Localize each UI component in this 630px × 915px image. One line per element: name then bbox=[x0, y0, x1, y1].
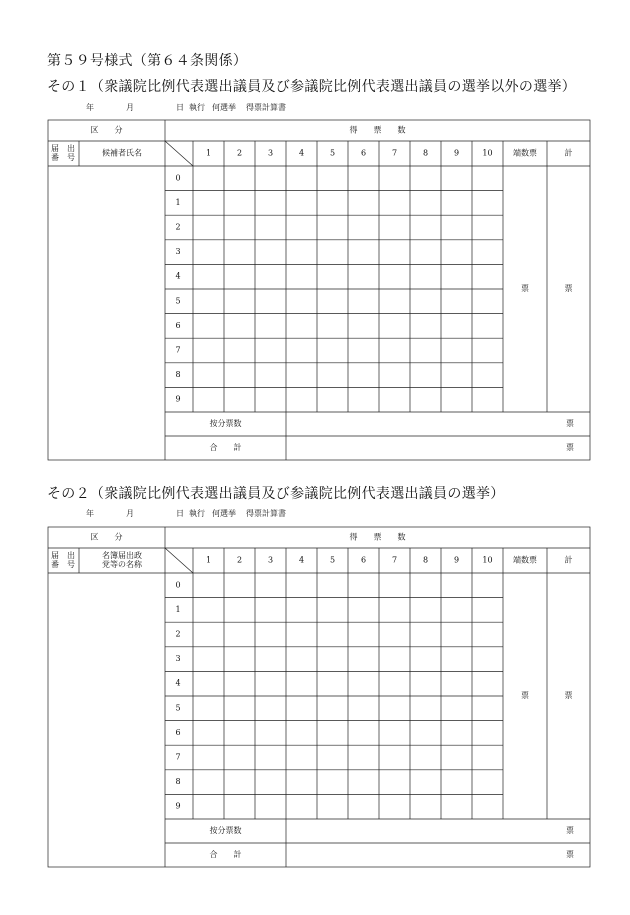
row-digit: 5 bbox=[175, 703, 181, 713]
gokei-label: 合 計 bbox=[209, 443, 242, 452]
name-column-label: 名簿届出政 bbox=[102, 551, 142, 560]
column-number: 10 bbox=[482, 555, 493, 565]
dateline-month: 月 bbox=[126, 103, 134, 112]
dateline-election: 何選挙 bbox=[212, 509, 236, 518]
row-digit: 4 bbox=[175, 271, 181, 281]
row-digit: 1 bbox=[175, 604, 181, 614]
dateline-day: 日 bbox=[176, 103, 184, 112]
section1-title: その１（衆議院比例代表選出議員及び参議院比例代表選出議員の選挙以外の選挙） bbox=[47, 79, 577, 95]
bango-label: 番 号 bbox=[51, 560, 75, 569]
column-number: 8 bbox=[422, 555, 429, 565]
row-digit: 8 bbox=[175, 777, 181, 787]
name-column-label: 党等の名称 bbox=[102, 560, 142, 569]
row-digit: 2 bbox=[175, 222, 181, 232]
row-digit: 7 bbox=[175, 345, 181, 355]
row-digit: 3 bbox=[175, 247, 181, 257]
column-number: 3 bbox=[267, 555, 274, 565]
column-number: 9 bbox=[453, 148, 460, 158]
column-number: 10 bbox=[482, 148, 493, 158]
column-number: 4 bbox=[298, 148, 305, 158]
bango-label: 番 号 bbox=[51, 153, 75, 162]
column-number: 1 bbox=[205, 148, 212, 158]
hasu-label: 端数票 bbox=[513, 148, 537, 158]
column-number: 2 bbox=[236, 555, 243, 565]
anbun-label: 按分票数 bbox=[209, 826, 242, 835]
column-number: 7 bbox=[391, 555, 398, 565]
hasu-unit: 票 bbox=[521, 691, 529, 700]
kubun-label: 区 分 bbox=[90, 532, 123, 542]
hasu-label: 端数票 bbox=[513, 555, 537, 565]
row-digit: 6 bbox=[175, 320, 181, 330]
row-digit: 2 bbox=[175, 629, 181, 639]
form-title: 第５９号様式（第６４条関係） bbox=[47, 53, 248, 69]
row-digit: 5 bbox=[175, 296, 181, 306]
row-digit: 0 bbox=[175, 580, 181, 590]
row-digit: 0 bbox=[175, 173, 181, 183]
row-digit: 9 bbox=[175, 394, 181, 404]
dateline-month: 月 bbox=[126, 509, 134, 518]
column-number: 5 bbox=[329, 148, 336, 158]
row-digit: 8 bbox=[175, 370, 181, 380]
anbun-unit: 票 bbox=[566, 419, 574, 428]
kei-unit: 票 bbox=[564, 691, 573, 700]
kei-unit: 票 bbox=[564, 284, 573, 293]
dateline-day: 日 bbox=[176, 509, 184, 518]
dateline-executed: 執行 bbox=[189, 103, 205, 112]
row-digit: 4 bbox=[175, 678, 181, 688]
dateline-doc: 得票計算書 bbox=[246, 509, 286, 518]
dateline-year: 年 bbox=[86, 509, 94, 518]
header-diagonal bbox=[165, 548, 193, 573]
gokei-unit: 票 bbox=[566, 850, 574, 859]
column-number: 4 bbox=[298, 555, 305, 565]
column-number: 6 bbox=[360, 148, 367, 158]
dateline-year: 年 bbox=[86, 103, 94, 112]
dateline-executed: 執行 bbox=[189, 509, 205, 518]
anbun-unit: 票 bbox=[566, 826, 574, 835]
kubun-label: 区 分 bbox=[90, 125, 123, 135]
column-number: 3 bbox=[267, 148, 274, 158]
column-number: 7 bbox=[391, 148, 398, 158]
column-number: 8 bbox=[422, 148, 429, 158]
column-number: 1 bbox=[205, 555, 212, 565]
row-digit: 7 bbox=[175, 752, 181, 762]
dateline-election: 何選挙 bbox=[212, 103, 236, 112]
kei-label: 計 bbox=[564, 555, 573, 565]
column-number: 6 bbox=[360, 555, 367, 565]
row-digit: 6 bbox=[175, 727, 181, 737]
column-number: 2 bbox=[236, 148, 243, 158]
table-border bbox=[48, 527, 590, 867]
name-column-label: 候補者氏名 bbox=[102, 148, 142, 158]
anbun-label: 按分票数 bbox=[209, 419, 242, 428]
column-number: 5 bbox=[329, 555, 336, 565]
hasu-unit: 票 bbox=[521, 284, 529, 293]
row-digit: 3 bbox=[175, 654, 181, 664]
tokuhyosu-label: 得 票 数 bbox=[349, 125, 406, 135]
gokei-unit: 票 bbox=[566, 443, 574, 452]
todokede-label: 届 出 bbox=[51, 144, 75, 153]
section2-title: その２（衆議院比例代表選出議員及び参議院比例代表選出議員の選挙） bbox=[47, 486, 505, 502]
row-digit: 1 bbox=[175, 197, 181, 207]
tokuhyosu-label: 得 票 数 bbox=[349, 532, 406, 542]
gokei-label: 合 計 bbox=[209, 850, 242, 859]
kei-label: 計 bbox=[564, 148, 573, 158]
dateline-doc: 得票計算書 bbox=[246, 103, 286, 112]
row-digit: 9 bbox=[175, 801, 181, 811]
column-number: 9 bbox=[453, 555, 460, 565]
todokede-label: 届 出 bbox=[51, 551, 75, 560]
